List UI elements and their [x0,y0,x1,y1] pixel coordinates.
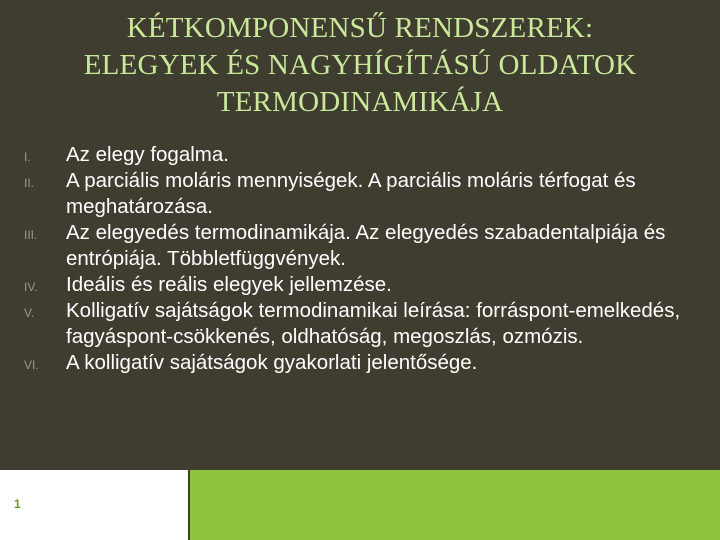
page-number: 1 [14,497,21,511]
list-item [24,168,714,220]
item-text: Az elegyedés termodinamikája. Az elegyedés szabadentalpiája és entrópiája. Többletfüggvények. [66,221,666,270]
list-item [24,350,714,376]
slide-title [0,10,720,121]
item-number: I. [24,150,31,164]
list-item [24,142,714,168]
item-text: A kolligatív sajátságok gyakorlati jelentősége. [66,351,478,374]
title-line-3: TERMODINAMIKÁJA [216,86,504,118]
item-text: Kolligatív sajátságok termodinamikai leírása: forráspont-emelkedés, fagyáspont-csökkenés, oldhatóság, megoszlás, ozmózis. [66,299,681,348]
item-text: Ideális és reális elegyek jellemzése. [66,273,392,296]
item-number: IV. [24,280,38,294]
item-text: A parciális moláris mennyiségek. A parciális moláris térfogat és meghatározása. [66,169,636,218]
item-text: Az elegy fogalma. [66,143,229,166]
footer-panel-right [190,470,720,540]
topic-list [24,142,714,376]
item-number: II. [24,176,35,190]
item-number: III. [24,228,38,242]
item-number: VI. [24,358,39,372]
list-item [24,298,714,350]
title-line-2: ELEGYEK ÉS NAGYHÍGÍTÁSÚ OLDATOK [83,49,637,81]
footer-panel-left [0,470,188,540]
item-number: V. [24,306,35,320]
title-line-1: KÉTKOMPONENSŰ RENDSZEREK: [126,12,594,44]
list-item [24,220,714,272]
list-item [24,272,714,298]
